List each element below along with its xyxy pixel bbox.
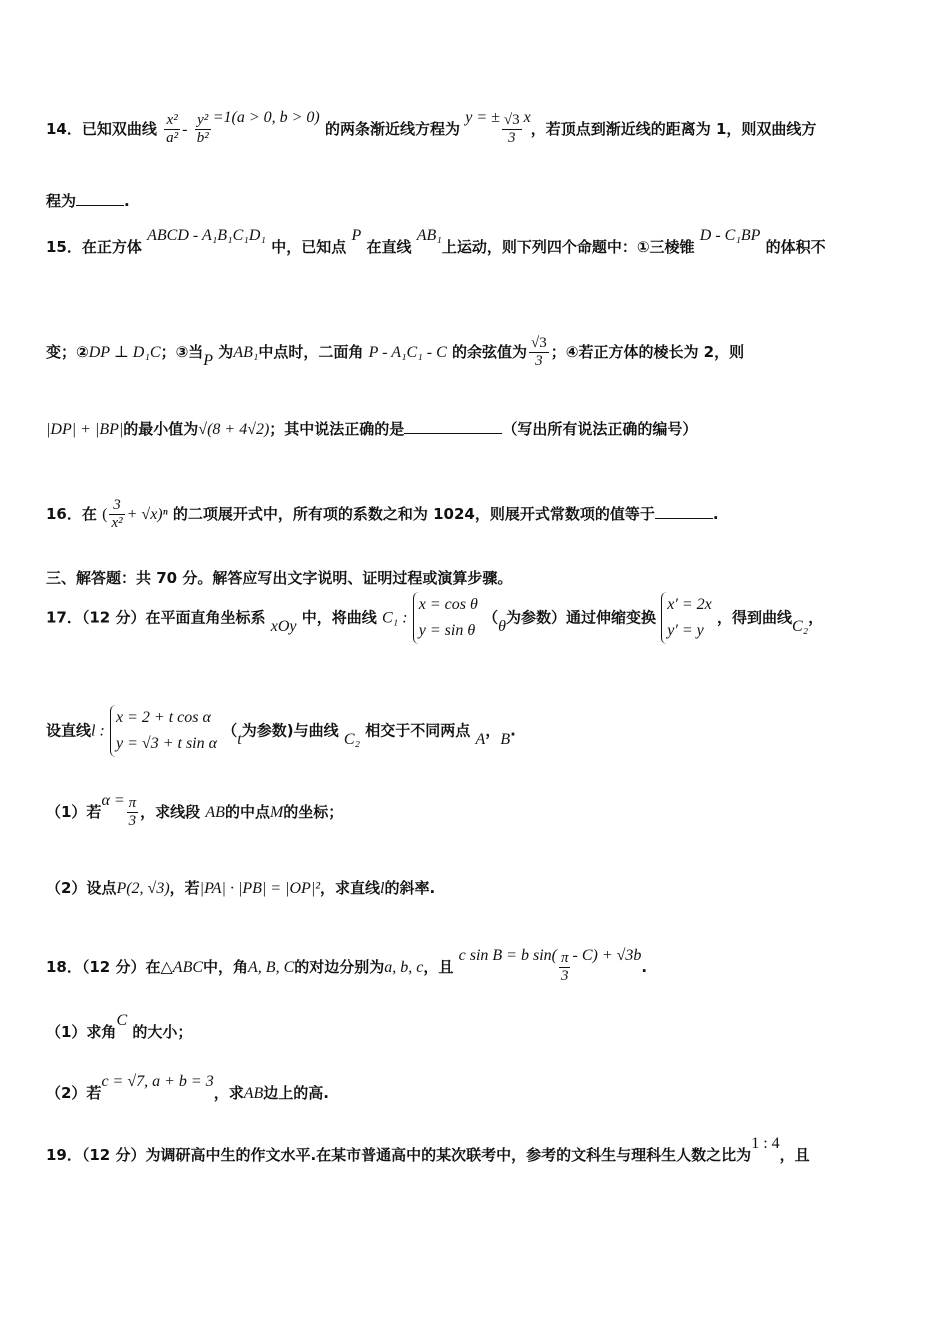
q15-text: 上运动，则下列四个命题中：①三棱锥 xyxy=(441,238,695,256)
q15-text: 中点时，二面角 xyxy=(258,343,364,361)
q14-answer-blank xyxy=(76,191,124,206)
q17-curve-c1-system: x = cos θ y = sin θ xyxy=(413,592,478,644)
section-3-heading: 三、解答题：共 70 分。解答应写出文字说明、证明过程或演算步骤。 xyxy=(46,569,513,587)
q18-text: 中，角 xyxy=(203,958,249,976)
q17-text: 为参数)与曲线 xyxy=(241,721,339,740)
q17-text: 中，将曲线 xyxy=(301,608,377,627)
q14-number: 14． xyxy=(46,120,82,138)
q17-theta: θ xyxy=(498,617,506,635)
q18-text: ，求 xyxy=(213,1084,244,1102)
q18-equation-part-2: - C) + √3b xyxy=(572,947,642,964)
q17-part-1-label: （1）若 xyxy=(46,803,102,821)
q18-text: 的大小； xyxy=(132,1023,193,1041)
q18-part-2 xyxy=(46,1073,329,1103)
q17-curve-c2: C₂ xyxy=(791,617,809,635)
q17-text: 的斜率. xyxy=(384,879,436,897)
q17-text: （ xyxy=(222,721,238,740)
q17-point-p: P(2, √3) xyxy=(116,880,170,897)
q17-part-2 xyxy=(46,877,435,898)
q14-text: . xyxy=(124,192,130,210)
q15-text: 在正方体 xyxy=(81,238,142,256)
q15-text: ；其中说法正确的是 xyxy=(269,420,405,438)
q18-part-2-label: （2）若 xyxy=(46,1084,102,1102)
q17-line-l: l xyxy=(380,880,385,897)
q18-equation-part-1: c sin B = b sin( xyxy=(458,947,557,964)
q14-minus: - xyxy=(182,121,188,138)
q15-text: 的最小值为 xyxy=(123,420,199,438)
q17-part-2-label: （2）设点 xyxy=(46,879,117,897)
q15-dihedral-angle: P - A₁C₁ - C xyxy=(368,344,447,361)
q17-text: （ xyxy=(483,608,499,627)
q17-text: ， xyxy=(808,608,824,627)
q15-answer-blank xyxy=(404,419,502,434)
q14-text: 已知双曲线 xyxy=(81,120,157,138)
q17-param-t: t xyxy=(237,730,242,748)
q16-text: 的二项展开式中，所有项的系数之和为 1024，则展开式常数项的值等于 xyxy=(172,505,655,523)
q15-line-ab1: AB₁ xyxy=(416,227,442,244)
q14-asymptote-fraction: $\frac{√3}{3}$ xyxy=(503,112,520,146)
q15-point-p: P xyxy=(351,227,362,244)
q18-text: 的对边分别为 xyxy=(294,958,385,976)
q19-ratio: 1 : 4 xyxy=(751,1135,780,1152)
q18-text: （12 分）在 xyxy=(81,958,161,976)
q15-line-2 xyxy=(46,335,744,370)
q18-text: ，且 xyxy=(423,958,454,976)
q19-text: ，且 xyxy=(779,1146,810,1164)
q17-alpha-fraction: $\frac{\pi}{3}$ xyxy=(128,795,137,829)
q17-text: ，若 xyxy=(169,879,200,897)
q16-fraction: $\frac{3}{\text{x²}}$ xyxy=(111,497,123,531)
q15-text: ；④若正方体的棱长为 2，则 xyxy=(550,343,745,361)
q17-condition: |PA| · |PB| = |OP|² xyxy=(199,880,321,897)
q16-line xyxy=(46,497,719,532)
q18-triangle: △ABC xyxy=(160,959,204,976)
q15-text: 在直线 xyxy=(366,238,412,256)
q14-line-2 xyxy=(46,190,130,211)
q17-line-2 xyxy=(46,705,516,757)
q17-number: 17． xyxy=(46,608,82,627)
q17-transform-system: x′ = 2x y′ = y xyxy=(661,592,712,644)
q17-text: 的坐标； xyxy=(283,803,344,821)
q17-text: 为参数）通过伸缩变换 xyxy=(505,608,656,627)
q17-point-b: B xyxy=(500,730,511,748)
q15-min-value: √(8 + 4√2) xyxy=(198,421,270,438)
q14-asymptote-var: x xyxy=(523,109,531,126)
q14-text: ，若顶点到渐近线的距离为 1，则双曲线方 xyxy=(530,120,817,138)
q18-number: 18． xyxy=(46,958,82,976)
q16-paren: ( xyxy=(102,506,108,523)
q16-expression: + √x)ⁿ xyxy=(126,506,168,523)
q19-number: 19． xyxy=(46,1146,82,1164)
q18-angles: A, B, C xyxy=(248,959,295,976)
q14-asymptote-lhs: y = ± xyxy=(465,109,500,126)
q15-line-1 xyxy=(46,227,826,257)
q15-line-3 xyxy=(46,418,697,439)
q14-hyperbola-y-fraction: $\frac{\text{y²}}{\text{b²}}$ xyxy=(196,112,209,146)
q17-line-1 xyxy=(46,592,823,644)
q17-text: 设直线 xyxy=(46,721,92,740)
q17-point-a: A xyxy=(475,730,486,748)
q18-condition: c = √7, a + b = 3 xyxy=(101,1073,214,1090)
q15-text: 变；② xyxy=(46,343,89,361)
q17-part-1 xyxy=(46,792,344,830)
q17-midpoint: M xyxy=(269,804,284,821)
q17-segment-ab: AB xyxy=(205,804,225,821)
q17-text: ，求线段 xyxy=(140,803,201,821)
q17-text: （12 分）在平面直角坐标系 xyxy=(81,608,266,627)
q14-text: 程为 xyxy=(46,192,77,210)
q17-text: 的中点 xyxy=(224,803,270,821)
q18-part-1 xyxy=(46,1012,193,1042)
q15-cosine-fraction: $\frac{√3}{3}$ xyxy=(531,335,547,369)
q17-line-l: l : xyxy=(91,722,105,740)
q17-alpha: α = xyxy=(101,792,125,809)
q15-distance-sum: |DP| + |BP| xyxy=(46,421,124,438)
q14-line-1 xyxy=(46,109,817,147)
q16-text: . xyxy=(712,505,719,523)
q15-text: （写出所有说法正确的编号） xyxy=(502,420,698,438)
q18-text: 边上的高. xyxy=(263,1084,329,1102)
q18-equation-fraction: $\frac{\pi}{3}$ xyxy=(560,950,569,984)
q19-text: （12 分）为调研高中生的作文水平.在某市普通高中的某次联考中，参考的文科生与理科生人数之比为 xyxy=(81,1146,752,1164)
q14-hyperbola-condition: =1(a > 0, b > 0) xyxy=(212,109,320,126)
q17-text: ， xyxy=(485,721,501,740)
q14-hyperbola-x-fraction: $\frac{\text{x²}}{\text{a²}}$ xyxy=(166,112,179,146)
q15-perpendicular: DP ⊥ D₁C xyxy=(88,344,161,361)
q14-text: 的两条渐近线方程为 xyxy=(324,120,460,138)
q16-number: 16． xyxy=(46,505,82,523)
q17-text: 相交于不同两点 xyxy=(365,721,471,740)
q15-text: 为 xyxy=(218,343,234,361)
q18-line xyxy=(46,947,648,985)
q15-text: 中，已知点 xyxy=(271,238,347,256)
q15-cube: ABCD - A₁B₁C₁D₁ xyxy=(147,227,266,244)
q17-curve-c1: C₁ : xyxy=(381,609,408,627)
q17-text: . xyxy=(510,721,516,740)
q18-sides: a, b, c xyxy=(384,959,424,976)
q16-answer-blank xyxy=(655,504,713,519)
q15-line-ab1: AB₁ xyxy=(233,344,259,361)
q18-part-1-label: （1）求角 xyxy=(46,1023,117,1041)
q17-text: ，得到曲线 xyxy=(716,608,792,627)
q17-line-l-system: x = 2 + t cos α y = √3 + t sin α xyxy=(110,705,217,757)
q15-number: 15． xyxy=(46,238,82,256)
q18-text: . xyxy=(641,958,648,976)
q15-text: 的余弦值为 xyxy=(452,343,528,361)
q17-text: ，求直线 xyxy=(320,879,381,897)
q19-line xyxy=(46,1135,810,1165)
q17-curve-c2: C₂ xyxy=(343,730,361,748)
q15-pyramid: D - C₁BP xyxy=(699,227,761,244)
q17-coordinate-system: xOy xyxy=(270,617,297,635)
q15-text: 的体积不 xyxy=(765,238,826,256)
q16-text: 在 xyxy=(81,505,97,523)
q18-angle-c: C xyxy=(116,1012,128,1029)
q18-side-ab: AB xyxy=(243,1085,264,1102)
q15-text: ；③当 xyxy=(160,343,204,361)
q15-point-p: P xyxy=(203,352,214,369)
